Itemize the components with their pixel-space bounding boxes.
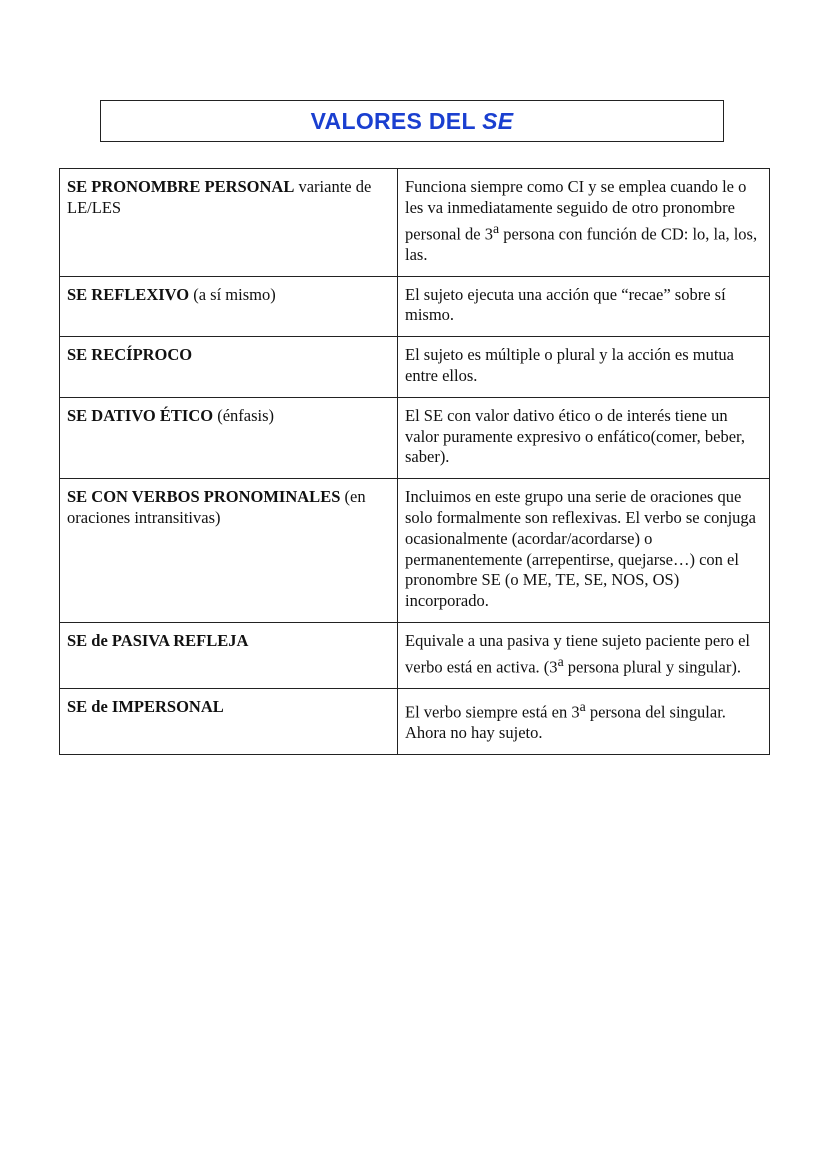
description-cell [398,276,770,337]
ordinal-superscript: a [557,653,564,669]
table-row [60,169,770,277]
description-cell [398,623,770,689]
page-title [311,108,514,135]
term-cell [60,337,398,398]
table-row [60,337,770,398]
term-cell [60,276,398,337]
term-cell [60,397,398,478]
description-text: El sujeto ejecuta una acción que “recae” sobre sí mismo. [405,284,726,325]
description-text: persona plural y singular). [563,657,741,677]
term-note: (a sí mismo) [189,284,276,304]
description-text: persona con función de CD: lo, la, los, las. [405,224,758,264]
term-label: SE DATIVO ÉTICO [67,405,214,425]
description-text: El SE con valor dativo ético o de interés tiene un valor puramente expresivo o enfático(comer, beber, saber). [405,405,745,467]
description-text: El verbo siempre está en 3 [405,702,580,722]
term-label: SE RECÍPROCO [67,345,193,365]
description-cell [398,169,770,277]
page-title-emph: SE [482,107,514,134]
description-text: Funciona siempre como CI y se emplea cuando le o les va inmediatamente seguido de otro pronombre personal de 3 [405,177,747,244]
term-label: SE PRONOMBRE PERSONAL [67,177,295,196]
table-row [60,623,770,689]
description-cell [398,397,770,478]
term-cell [60,479,398,623]
term-note: (en oraciones intransitivas) [67,487,366,528]
page-title-main: VALORES DEL [310,107,483,134]
ordinal-superscript: a [492,220,500,236]
term-cell [60,169,398,277]
values-table [59,168,770,755]
term-note: (énfasis) [213,405,275,425]
description-cell [398,479,770,623]
term-label: SE de IMPERSONAL [67,697,224,717]
description-cell [398,689,770,755]
term-label: SE REFLEXIVO [67,284,190,304]
term-cell [60,689,398,755]
description-text: El sujeto es múltiple o plural y la acción es mutua entre ellos. [405,345,735,386]
ordinal-superscript: a [579,699,586,715]
term-label: SE CON VERBOS PRONOMINALES [67,487,341,507]
term-label: SE de PASIVA REFLEJA [67,631,249,651]
table-row [60,397,770,478]
term-note: variante de LE/LES [67,177,372,217]
description-text: Equivale a una pasiva y tiene sujeto paciente pero el verbo está en activa. (3 [405,631,750,677]
description-text: persona del singular. Ahora no hay sujeto. [405,702,726,743]
term-cell [60,623,398,689]
description-cell [398,337,770,398]
table-row [60,479,770,623]
table-row [60,276,770,337]
table-row [60,689,770,755]
title-box [100,100,724,142]
description-text: Incluimos en este grupo una serie de oraciones que solo formalmente son reflexivas. El verbo se conjuga ocasionalmente (acordar/acordarse) o permanentemente (arrepentirse, quejarse…) con el pronombre SE (o ME, TE, SE, NOS, OS) incorporado. [405,487,756,611]
